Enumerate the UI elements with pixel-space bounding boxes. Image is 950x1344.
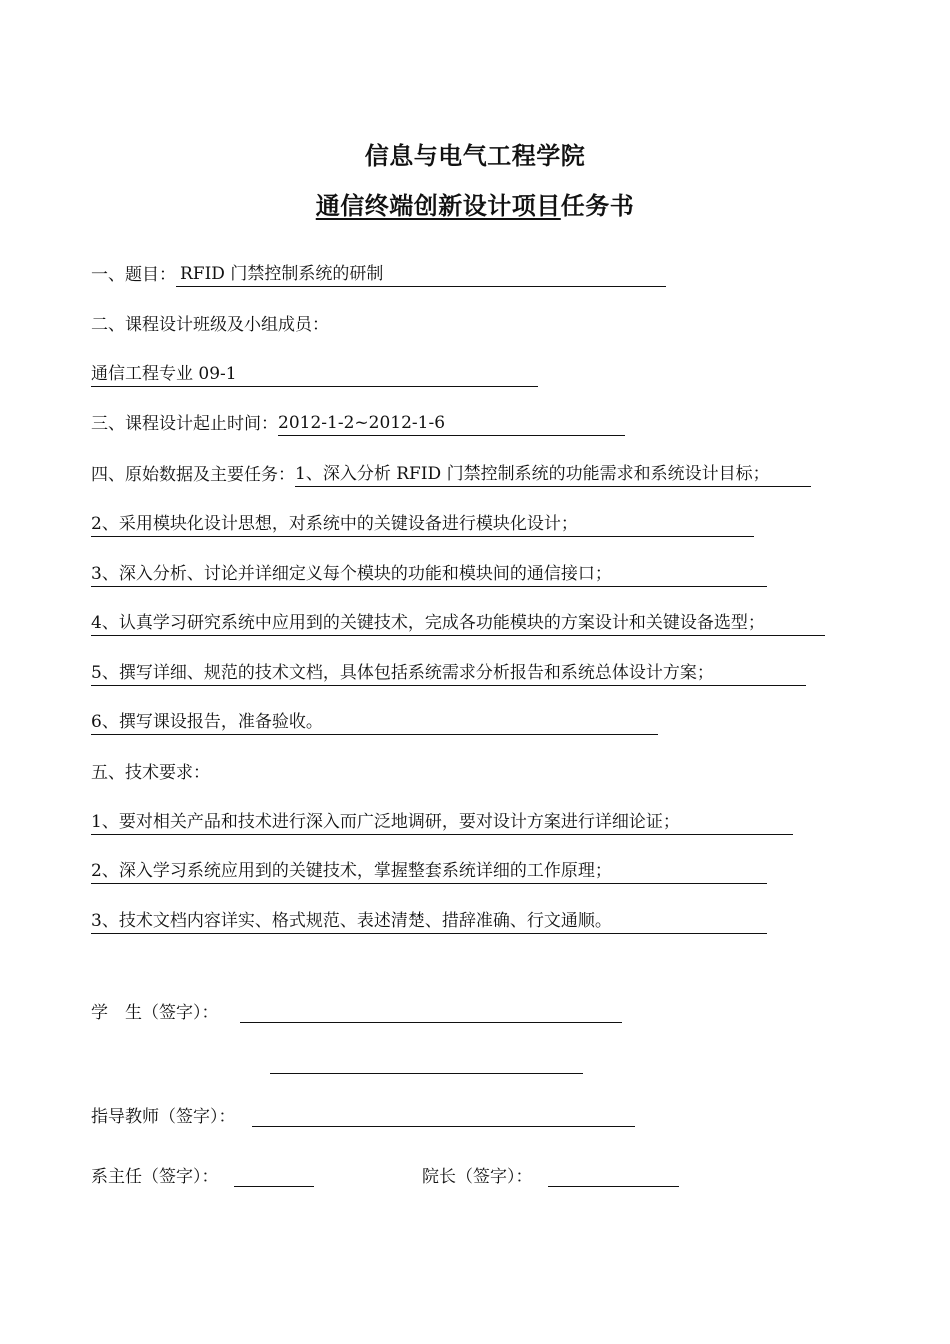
time-row — [91, 411, 625, 436]
student-signature-label: 学 生（签字）： — [91, 1003, 219, 1023]
topic-value-text: RFID 门禁控制系统的研制 — [180, 264, 384, 284]
dept-head-signature-label: 系主任（签字）： — [91, 1167, 219, 1187]
extra-signature-line[interactable] — [270, 1073, 583, 1074]
task-item-4: 4、认真学习研究系统中应用到的关键技术，完成各功能模块的方案设计和关键设备选型； — [91, 611, 825, 636]
members-value: 通信工程专业 09-1 — [91, 362, 538, 387]
task-item-3: 3、深入分析、讨论并详细定义每个模块的功能和模块间的通信接口； — [91, 562, 767, 587]
task-item-5: 5、撰写详细、规范的技术文档，具体包括系统需求分析报告和系统总体设计方案； — [91, 661, 806, 686]
requirement-row-1 — [91, 810, 793, 835]
task-item-2: 2、采用模块化设计思想，对系统中的关键设备进行模块化设计； — [91, 512, 754, 537]
task-item-1: 1、深入分析 RFID 门禁控制系统的功能需求和系统设计目标； — [295, 462, 811, 487]
task-row-6 — [91, 710, 658, 735]
members-label: 二、课程设计班级及小组成员： — [91, 315, 329, 335]
dept-head-signature-line[interactable] — [234, 1186, 314, 1187]
task-row-3 — [91, 562, 767, 587]
topic-label: 一、题目： — [91, 265, 176, 285]
tasks-label: 四、原始数据及主要任务： — [91, 465, 295, 485]
topic-value — [176, 262, 666, 287]
task-row-5 — [91, 661, 806, 686]
time-label: 三、课程设计起止时间： — [91, 414, 278, 434]
tasks-row — [91, 462, 811, 487]
advisor-signature-label: 指导教师（签字）： — [91, 1107, 236, 1127]
requirement-item-2: 2、深入学习系统应用到的关键技术，掌握整套系统详细的工作原理； — [91, 859, 767, 884]
time-value: 2012-1-2~2012-1-6 — [278, 411, 625, 436]
task-row-4 — [91, 611, 825, 636]
dean-signature-line[interactable] — [548, 1186, 679, 1187]
student-signature-line[interactable] — [240, 1022, 622, 1023]
advisor-signature-line[interactable] — [252, 1126, 635, 1127]
document-title-underlined: 通信终端创新设计项目 — [315, 192, 561, 220]
members-row — [91, 362, 538, 387]
requirement-row-3 — [91, 909, 767, 934]
requirement-item-3: 3、技术文档内容详实、格式规范、表述清楚、措辞准确、行文通顺。 — [91, 909, 767, 934]
requirements-label: 五、技术要求： — [91, 763, 210, 783]
task-row-2 — [91, 512, 754, 537]
task-item-6: 6、撰写课设报告，准备验收。 — [91, 710, 658, 735]
requirement-row-2 — [91, 859, 767, 884]
document-title — [0, 186, 950, 221]
requirement-item-1: 1、要对相关产品和技术进行深入而广泛地调研，要对设计方案进行详细论证； — [91, 810, 793, 835]
document-title-rest: 任务书 — [560, 192, 635, 220]
topic-row — [91, 262, 666, 287]
dean-signature-label: 院长（签字）： — [422, 1167, 533, 1187]
institute-title: 信息与电气工程学院 — [364, 142, 586, 170]
